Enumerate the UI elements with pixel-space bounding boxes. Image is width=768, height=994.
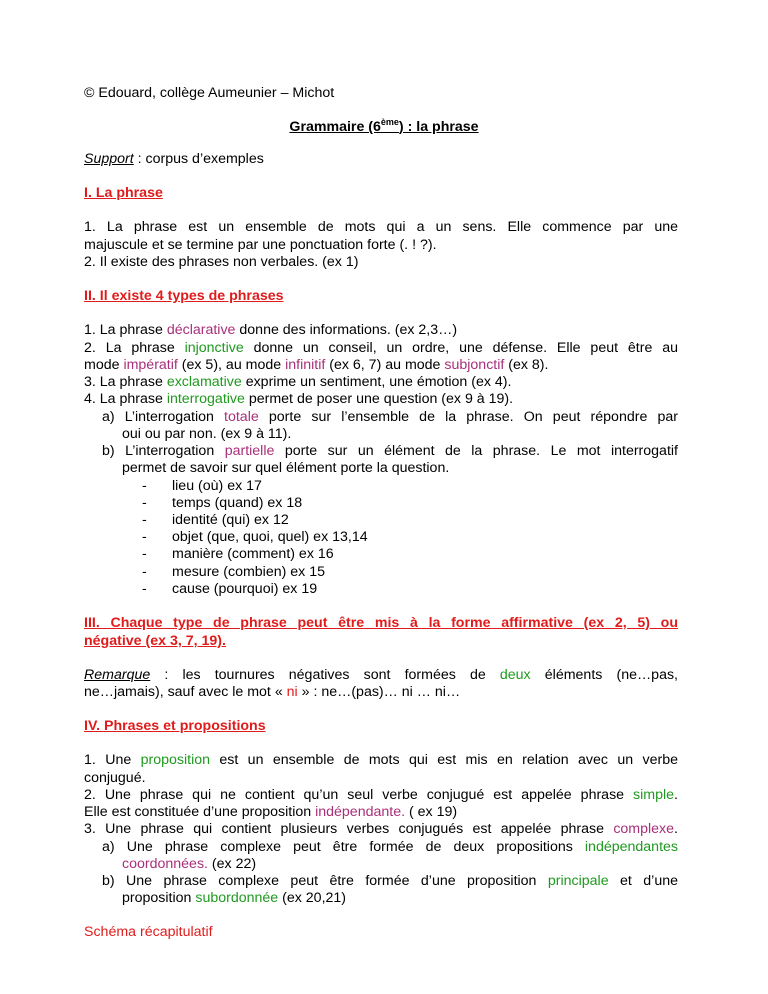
section-4-item-a: a) Une phrase complexe peut être formée de deux propositions indépendantes: [102, 839, 678, 855]
list-item: - objet (que, quoi, quel) ex 13,14: [142, 529, 368, 545]
remark-text: ne…jamais), sauf avec le mot « ni » : ne…(pas)… ni … ni…: [84, 684, 461, 700]
section-4-text: 1. Une proposition est un ensemble de mots qui est mis en relation avec un verbe: [84, 752, 678, 768]
list-item: - mesure (combien) ex 15: [142, 564, 325, 580]
section-1-heading: I. La phrase: [84, 185, 163, 201]
remark-text: Remarque : les tournures négatives sont formées de deux éléments (ne…pas,: [84, 667, 678, 683]
section-4-item-a: coordonnées. (ex 22): [122, 856, 257, 872]
section-3-heading: III. Chaque type de phrase peut être mis à la forme affirmative (ex 2, 5) ou: [84, 615, 678, 631]
section-2-text: 1. La phrase déclarative donne des informations. (ex 2,3…): [84, 322, 458, 338]
section-4-item-b: proposition subordonnée (ex 20,21): [122, 890, 347, 906]
header-credit: © Edouard, collège Aumeunier – Michot: [84, 85, 335, 101]
section-2-text: 2. La phrase injonctive donne un conseil, un ordre, une défense. Elle peut être au: [84, 340, 678, 356]
section-4-text: 3. Une phrase qui contient plusieurs verbes conjugués est appelée phrase complexe.: [84, 821, 678, 837]
section-2-text: 4. La phrase interrogative permet de poser une question (ex 9 à 19).: [84, 391, 514, 407]
section-1-text: majuscule et se termine par une ponctuation forte (. ! ?).: [84, 237, 437, 253]
section-2-item-b: permet de savoir sur quel élément porte la question.: [122, 460, 450, 476]
section-2-item-a: oui ou par non. (ex 9 à 11).: [122, 426, 292, 442]
list-item: - cause (pourquoi) ex 19: [142, 581, 318, 597]
list-item: - temps (quand) ex 18: [142, 495, 303, 511]
section-4-item-b: b) Une phrase complexe peut être formée d’une proposition principale et d’une: [102, 873, 678, 889]
section-4-text: conjugué.: [84, 770, 146, 786]
schema-caption: Schéma récapitulatif: [84, 924, 213, 940]
section-4-text: 2. Une phrase qui ne contient qu’un seul verbe conjugué est appelée phrase simple.: [84, 787, 678, 803]
section-1-text: 1. La phrase est un ensemble de mots qui a un sens. Elle commence par une: [84, 219, 678, 235]
section-4-text: Elle est constituée d’une proposition indépendante. ( ex 19): [84, 804, 458, 820]
section-4-heading: IV. Phrases et propositions: [84, 718, 266, 734]
list-item: - identité (qui) ex 12: [142, 512, 289, 528]
section-1-text: 2. Il existe des phrases non verbales. (ex 1): [84, 254, 359, 270]
section-2-heading: II. Il existe 4 types de phrases: [84, 288, 284, 304]
support-line: Support : corpus d’exemples: [84, 151, 264, 167]
list-item: - lieu (où) ex 17: [142, 478, 262, 494]
section-2-text: mode impératif (ex 5), au mode infinitif (ex 6, 7) au mode subjonctif (ex 8).: [84, 357, 549, 373]
section-2-item-a: a) L’interrogation totale porte sur l’ensemble de la phrase. On peut répondre par: [102, 409, 678, 425]
section-3-heading: négative (ex 3, 7, 19).: [84, 633, 226, 649]
section-2-text: 3. La phrase exclamative exprime un sentiment, une émotion (ex 4).: [84, 374, 512, 390]
page-title: Grammaire (6ème) : la phrase: [289, 117, 479, 135]
section-2-item-b: b) L’interrogation partielle porte sur un élément de la phrase. Le mot interrogatif: [102, 443, 678, 459]
list-item: - manière (comment) ex 16: [142, 546, 334, 562]
